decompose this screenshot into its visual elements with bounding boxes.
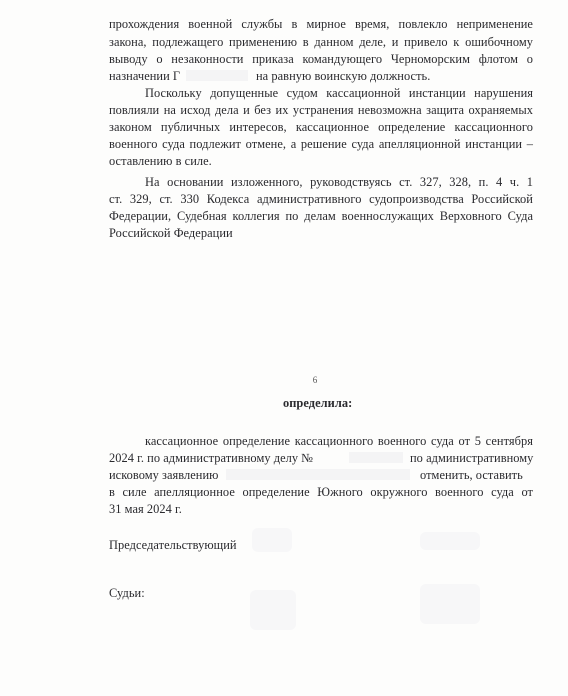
- judges-signature: [250, 590, 296, 630]
- text-line: ст. 329, ст. 330 Кодекса административного судопроизводства Российской: [109, 192, 533, 206]
- presiding-name: [420, 532, 480, 550]
- text-line: назначении Г: [109, 69, 181, 83]
- text-line: На основании изложенного, руководствуясь ст. 327, 328, п. 4 ч. 1: [145, 175, 533, 189]
- text-line: законом публичных интересов, кассационное определение кассационного: [109, 120, 533, 134]
- text-line: повлияли на исход дела и без их устранения невозможна защита охраняемых: [109, 103, 533, 117]
- text-line: оставлению в силе.: [109, 154, 212, 168]
- text-line: в силе апелляционное определение Южного окружного военного суда от: [109, 485, 533, 499]
- text-line: по административному: [410, 451, 534, 465]
- text-line: 31 мая 2024 г.: [109, 502, 182, 516]
- text-line: военного суда подлежит отмене, а решение суда апелляционной инстанции –: [109, 137, 533, 151]
- text-line: Российской Федерации: [109, 226, 233, 240]
- text-line: прохождения военной службы в мирное время, повлекло неприменение: [109, 17, 533, 31]
- text-line: закона, подлежащего применению в данном деле, и привело к ошибочному: [109, 35, 533, 49]
- text-line: кассационное определение кассационного военного суда от 5 сентября: [145, 434, 533, 448]
- text-line: исковому заявлению: [109, 468, 219, 482]
- text-line: отменить, оставить: [420, 468, 523, 482]
- text-line: Федерации, Судебная коллегия по делам военнослужащих Верховного Суда: [109, 209, 533, 223]
- presiding-signature: [252, 528, 292, 552]
- decision-heading: определила:: [283, 396, 353, 410]
- text-line: на равную воинскую должность.: [256, 69, 431, 83]
- text-line: Поскольку допущенные судом кассационной инстанции нарушения: [145, 86, 533, 100]
- redacted-name: [186, 70, 248, 81]
- text-line: выводу о незаконности приказа командующего Черноморским флотом о: [109, 52, 533, 66]
- judges-names: [420, 584, 480, 624]
- redacted-plaintiff: [226, 469, 410, 480]
- presiding-judge-label: Председательствующий: [109, 538, 237, 552]
- page-number: 6: [312, 375, 318, 385]
- text-line: 2024 г. по административному делу №: [109, 451, 314, 465]
- judges-label: Судьи:: [109, 586, 145, 600]
- redacted-case-number: [349, 452, 403, 463]
